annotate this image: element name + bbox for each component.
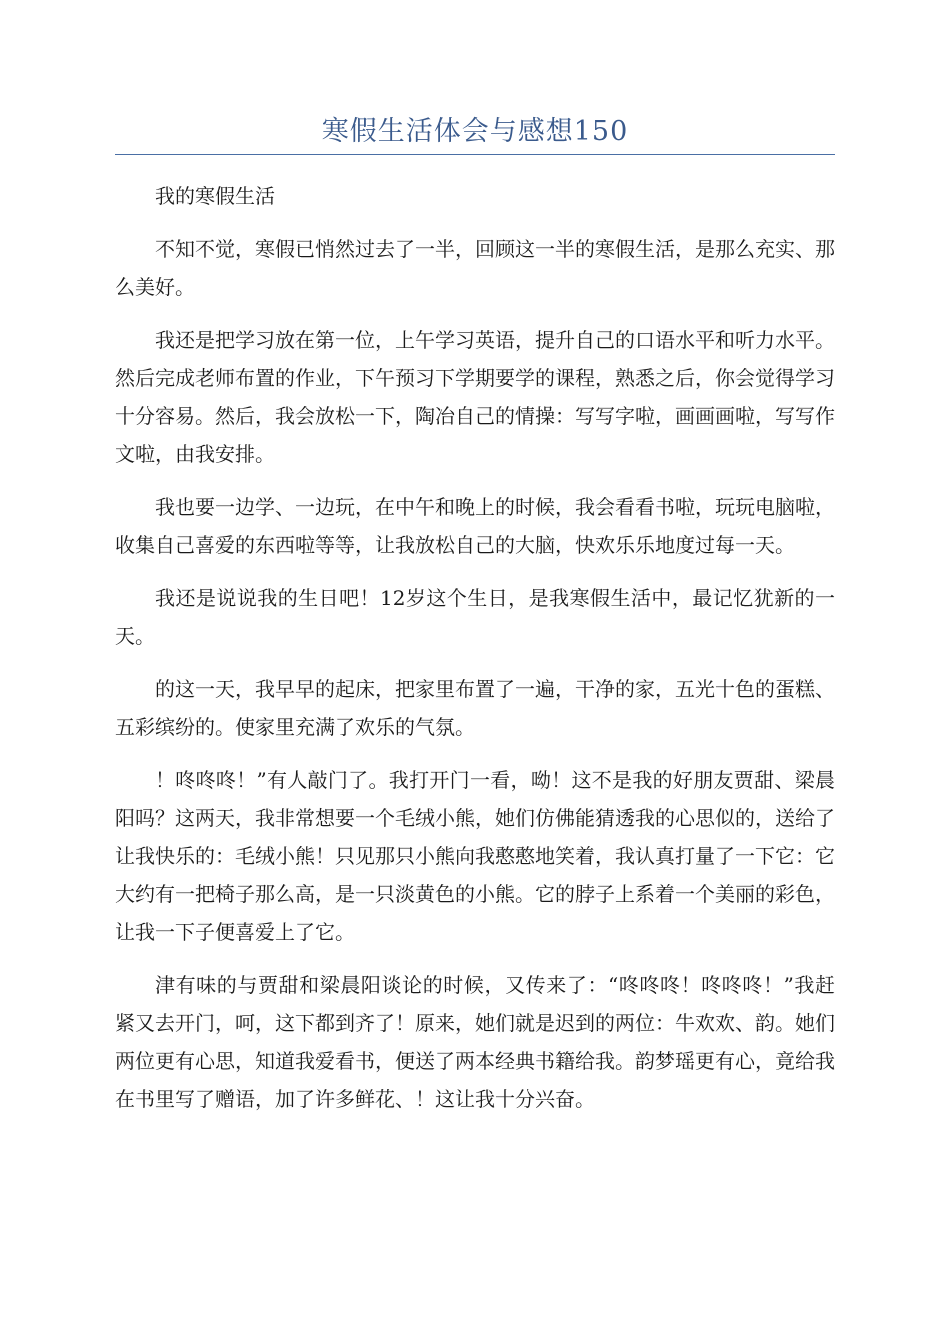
document-body: [115, 177, 835, 1133]
paragraph: 津有味的与贾甜和梁晨阳谈论的时候，又传来了：“咚咚咚！咚咚咚！”我赶紧又去开门，呵，这下都到齐了！原来，她们就是迟到的两位：牛欢欢、韵。她们两位更有心思，知道我爱看书，便送了两本经典书籍给我。韵梦瑶更有心，竟给我在书里写了赠语，加了许多鲜花、！这让我十分兴奋。: [115, 973, 835, 1111]
document-title: 寒假生活体会与感想150: [321, 116, 629, 147]
paragraph: 不知不觉，寒假已悄然过去了一半，回顾这一半的寒假生活，是那么充实、那么美好。: [115, 237, 835, 299]
paragraph: ！咚咚咚！”有人敲门了。我打开门一看，呦！这不是我的好朋友贾甜、梁晨阳吗？这两天，我非常想要一个毛绒小熊，她们仿佛能猜透我的心思似的，送给了让我快乐的：毛绒小熊！只见那只小熊向我憨憨地笑着，我认真打量了一下它：它大约有一把椅子那么高，是一只淡黄色的小熊。它的脖子上系着一个美丽的彩色，让我一下子便喜爱上了它。: [115, 768, 835, 944]
paragraph: 的这一天，我早早的起床，把家里布置了一遍，干净的家，五光十色的蛋糕、五彩缤纷的。使家里充满了欢乐的气氛。: [115, 677, 835, 739]
title-underline: [115, 154, 835, 155]
paragraph: 我也要一边学、一边玩，在中午和晚上的时候，我会看看书啦，玩玩电脑啦，收集自己喜爱的东西啦等等，让我放松自己的大脑，快欢乐乐地度过每一天。: [115, 495, 835, 557]
paragraph: 我还是把学习放在第一位，上午学习英语，提升自己的口语水平和听力水平。然后完成老师布置的作业，下午预习下学期要学的课程，熟悉之后，你会觉得学习十分容易。然后，我会放松一下，陶冶自己的情操：写写字啦，画画画啦，写写作文啦，由我安排。: [115, 328, 835, 466]
paragraph-heading: 我的寒假生活: [155, 184, 275, 208]
paragraph: 我还是说说我的生日吧！12岁这个生日，是我寒假生活中，最记忆犹新的一天。: [115, 586, 835, 648]
